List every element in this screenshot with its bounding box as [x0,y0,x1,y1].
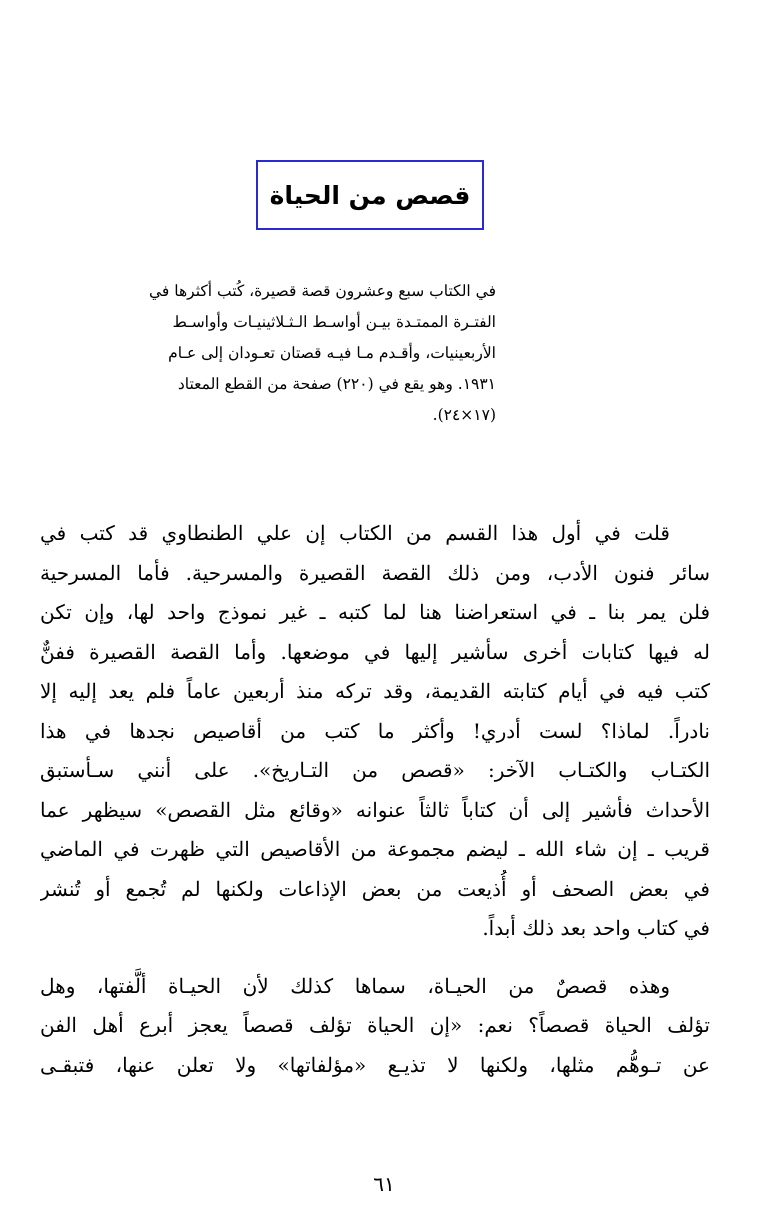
intro-summary [148,276,496,431]
paragraph-line: سائر فنون الأدب، ومن ذلك القصة القصيرة والمسرحية. فأما المسرحية [40,560,710,585]
paragraph-line: فلن يمر بنا ـ في استعراضنا هنا لما كتبه ـ غير نموذج واحد لها، وإن تكن [40,600,710,624]
paragraph-line: عن تـوهُّم مثلها، ولكنها لا تذيـع «مؤلفاتها» ولا تعلن عنها، فتبقـى [40,1052,710,1077]
paragraph-line: وهذه قصصٌ من الحيـاة، سماها كذلك لأن الحيـاة ألَّفتها، وهل [40,973,670,998]
body-text [40,514,710,1085]
paragraph-line: له فيها كتابات أخرى سأشير إليها في موضعها. وأما القصة القصيرة ففنٌّ [40,639,710,664]
intro-line: الأربعينيات، وأقـدم مـا فيـه قصتان تعـودان إلى عـام [168,344,496,362]
paragraph-line: قريب ـ إن شاء الله ـ ليضم مجموعة من الأقاصيص التي ظهرت في الماضي [40,837,710,861]
paragraph-line: الكتـاب والكتـاب الآخر: «قصص من التـاريخ». على أنني سـأستبق [40,758,710,782]
intro-line: الفتـرة الممتـدة بيـن أواسـط الـثـلاثينيـات وأواسـط [172,313,496,331]
page-title: قصص من الحياة [269,180,471,210]
paragraph-line: الأحداث فأشير إلى أن كتاباً ثالثاً عنوانه «وقائع مثل القصص» سيظهر عما [40,797,710,822]
paragraph-1 [40,514,710,949]
paragraph-line: في كتاب واحد بعد ذلك أبداً. [482,916,710,940]
intro-line: (١٧×٢٤). [432,406,496,424]
intro-line: في الكتاب سبع وعشرون قصة قصيرة، كُتب أكثرها في [148,282,496,300]
paragraph-line: كتب فيه في أيام كتابته القديمة، وقد تركه منذ أربعين عاماً فلم يعد إليه إلا [40,679,710,703]
page-number: ٦١ [373,1172,395,1196]
paragraph-line: في بعض الصحف أو أُذيعت من بعض الإذاعات ولكنها لم تُجمع أو تُنشر [40,876,710,901]
paragraph-line: قلت في أول هذا القسم من الكتاب إن علي الطنطاوي قد كتب في [40,521,670,545]
title-box [256,160,484,230]
intro-line: ١٩٣١. وهو يقع في (٢٢٠) صفحة من القطع المعتاد [177,375,496,393]
paragraph-line: نادراً. لماذا؟ لست أدري! وأكثر ما كتب من أقاصيص نجدها في هذا [40,718,710,743]
paragraph-line: تؤلف الحياة قصصاً؟ نعم: «إن الحياة تؤلف قصصاً يعجز أبرع أهل الفن [40,1013,710,1037]
paragraph-2 [40,967,710,1086]
